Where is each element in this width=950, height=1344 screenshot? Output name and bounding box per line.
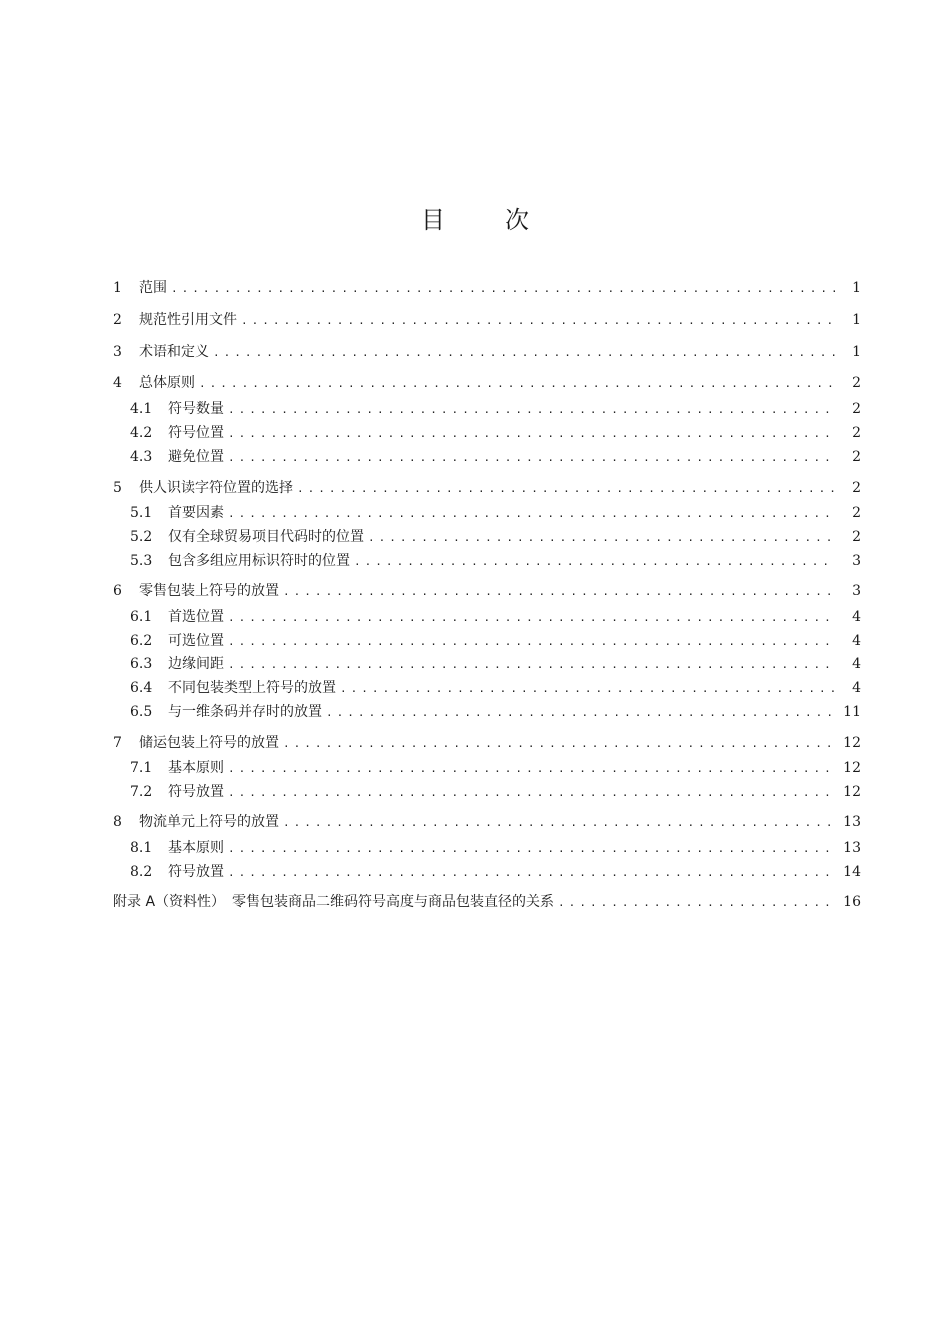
dot-leader (340, 678, 835, 700)
section-number: 4.1 (130, 401, 153, 417)
dot-leader (558, 892, 835, 914)
toc-entry[interactable] (130, 422, 861, 444)
section-number: 6.4 (130, 680, 153, 696)
section-number: 5.2 (130, 529, 153, 545)
page-number: 1 (852, 312, 861, 328)
dot-leader (228, 607, 835, 629)
dot-leader (199, 373, 835, 395)
section-number: 6.5 (130, 704, 153, 720)
page-number: 4 (852, 680, 861, 696)
dot-leader (228, 862, 835, 884)
dot-leader (213, 342, 835, 364)
dot-leader (228, 423, 835, 445)
toc-entry-appendix[interactable] (113, 891, 861, 913)
dot-leader (297, 478, 835, 500)
section-title: 不同包装类型上符号的放置 (168, 680, 336, 696)
page-number: 14 (843, 864, 861, 880)
section-title: 边缘间距 (168, 656, 224, 672)
page-number: 1 (852, 280, 861, 296)
section-title: 物流单元上符号的放置 (139, 814, 279, 830)
toc-entry[interactable] (113, 732, 861, 754)
section-number: 4 (113, 375, 122, 391)
toc-entry[interactable] (113, 477, 861, 499)
section-title: 符号放置 (168, 864, 224, 880)
section-title: 符号位置 (168, 425, 224, 441)
section-title: 符号数量 (168, 401, 224, 417)
section-number: 7.2 (130, 784, 153, 800)
toc-entry[interactable] (113, 277, 861, 299)
page-number: 2 (852, 425, 861, 441)
toc-title-char-2: 次 (505, 206, 529, 234)
section-number: 8.2 (130, 864, 153, 880)
section-number: 8 (113, 814, 122, 830)
dot-leader (241, 310, 835, 332)
section-title: 零售包装上符号的放置 (139, 583, 279, 599)
page-number: 2 (852, 529, 861, 545)
toc-entry[interactable] (130, 526, 861, 548)
toc-entry[interactable] (130, 398, 861, 420)
page-number: 12 (843, 760, 861, 776)
dot-leader (283, 812, 835, 834)
page-number: 4 (852, 656, 861, 672)
dot-leader (171, 278, 835, 300)
toc-entry[interactable] (130, 757, 861, 779)
toc-entry[interactable] (130, 550, 861, 572)
section-title: 范围 (139, 280, 167, 296)
toc-entry[interactable] (130, 701, 861, 723)
section-number: 2 (113, 312, 122, 328)
section-title: 避免位置 (168, 449, 224, 465)
section-number: 7 (113, 735, 122, 751)
section-number: 6 (113, 583, 122, 599)
section-title: 与一维条码并存时的放置 (168, 704, 322, 720)
section-number: 4.3 (130, 449, 153, 465)
toc-entry[interactable] (130, 630, 861, 652)
toc-title-char-1: 目 (421, 206, 445, 234)
toc-entry[interactable] (130, 653, 861, 675)
section-title: 总体原则 (139, 375, 195, 391)
page-number: 2 (852, 480, 861, 496)
page-number: 13 (843, 840, 861, 856)
dot-leader (228, 654, 835, 676)
page-number: 12 (843, 735, 861, 751)
toc-entry[interactable] (130, 677, 861, 699)
toc-entry[interactable] (113, 811, 861, 833)
dot-leader (326, 702, 835, 724)
section-title: 规范性引用文件 (139, 312, 237, 328)
section-number: 5 (113, 480, 122, 496)
section-title: 储运包装上符号的放置 (139, 735, 279, 751)
dot-leader (283, 733, 835, 755)
toc-entry[interactable] (113, 341, 861, 363)
toc-entry[interactable] (113, 372, 861, 394)
section-title: 附录 A（资料性） 零售包装商品二维码符号高度与商品包装直径的关系 (113, 894, 555, 910)
section-number: 4.2 (130, 425, 153, 441)
page-number: 2 (852, 505, 861, 521)
page-number: 2 (852, 401, 861, 417)
section-number: 3 (113, 344, 122, 360)
page-number: 3 (852, 553, 861, 569)
toc-entry[interactable] (130, 837, 861, 859)
page-number: 1 (852, 344, 861, 360)
section-number: 6.1 (130, 609, 153, 625)
section-title: 仅有全球贸易项目代码时的位置 (168, 529, 364, 545)
section-title: 基本原则 (168, 760, 224, 776)
page-number: 11 (843, 704, 861, 720)
section-title: 包含多组应用标识符时的位置 (168, 553, 350, 569)
toc-entry[interactable] (130, 502, 861, 524)
section-title: 符号放置 (168, 784, 224, 800)
dot-leader (228, 503, 835, 525)
section-number: 6.2 (130, 633, 153, 649)
section-title: 首要因素 (168, 505, 224, 521)
section-number: 1 (113, 280, 122, 296)
toc-title (0, 200, 950, 235)
toc-entry[interactable] (130, 781, 861, 803)
page-number: 12 (843, 784, 861, 800)
dot-leader (228, 758, 835, 780)
section-title: 首选位置 (168, 609, 224, 625)
toc-entry[interactable] (130, 606, 861, 628)
page-number: 2 (852, 375, 861, 391)
dot-leader (228, 447, 835, 469)
section-title: 基本原则 (168, 840, 224, 856)
page-number: 3 (852, 583, 861, 599)
page-number: 4 (852, 633, 861, 649)
toc-entry[interactable] (130, 861, 861, 883)
page-number: 16 (843, 894, 861, 910)
section-number: 6.3 (130, 656, 153, 672)
section-title: 供人识读字符位置的选择 (139, 480, 293, 496)
dot-leader (228, 838, 835, 860)
section-number: 7.1 (130, 760, 153, 776)
page-number: 4 (852, 609, 861, 625)
section-number: 8.1 (130, 840, 153, 856)
dot-leader (228, 631, 835, 653)
dot-leader (283, 581, 835, 603)
toc-entry[interactable] (113, 309, 861, 331)
section-number: 5.3 (130, 553, 153, 569)
section-title: 可选位置 (168, 633, 224, 649)
section-number: 5.1 (130, 505, 153, 521)
toc-entry[interactable] (113, 580, 861, 602)
dot-leader (354, 551, 835, 573)
section-title: 术语和定义 (139, 344, 209, 360)
dot-leader (228, 782, 835, 804)
page-number: 13 (843, 814, 861, 830)
page-number: 2 (852, 449, 861, 465)
dot-leader (228, 399, 835, 421)
toc-entry[interactable] (130, 446, 861, 468)
dot-leader (368, 527, 835, 549)
